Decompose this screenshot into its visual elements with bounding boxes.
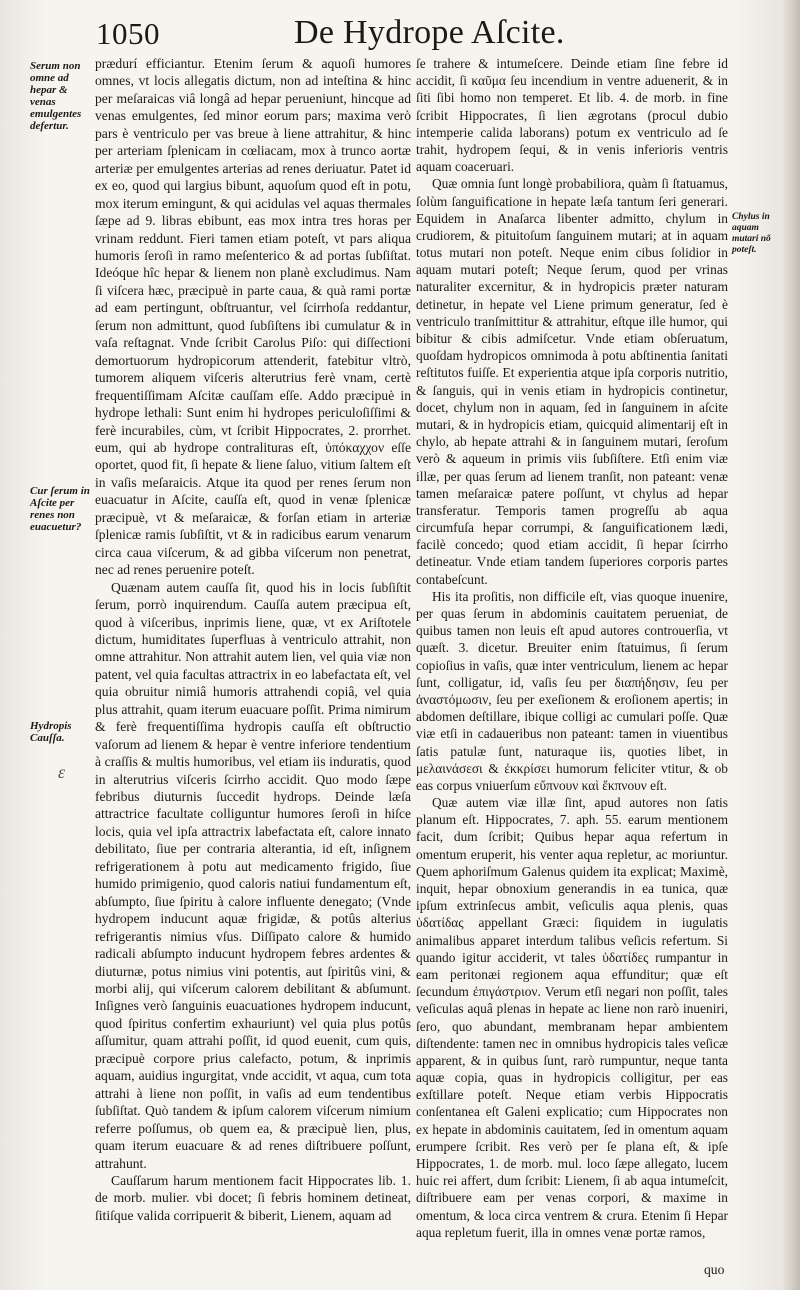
left-paragraph-1: prædurí efficiantur. Etenim ſerum & aquoſi humores omnes, vt locis allegatis dictum, non ad inteſtina & hinc per meſaraicas viâ longâ ad hepar perueniunt, hincque ad venas emulgentes, ſed minor eorum pars; maxima verò pars è ventriculo per vas breue à liene attrahitur, & hinc per arteriam ſplenicam in cœliacam, mox à trunco aortæ arteriæ per emulgentes arterias ad renes deriuatur. Patet id ex eo, quod qui largius bibunt, aquoſum quod eſt in potu, mox iterum emingunt, & qui acidulas vel aquas thermales ſæpe ad 9. libras ebibunt, eas mox intra tres horas per vrinam reddunt. Fieri tamen etiam poteſt, vt pars aliqua humoris ſeroſi in ramo meſenterico & ad portas ſubſiſtat. Ideóque hîc hepar & lienem non planè excludimus. Nam ſi viſcera hæc, præcipuè in parte caua, & quà rami portæ ad eam pertingunt, obſtruantur, vel ſcirrhoſa reddantur, ſerum non admittunt, quod ſubſiſtens ibi cumulatur & in vaſa reſtagnat. Vnde ſcribit Carolus Piſo: qui diſſectioni demortuorum hydropicorum attenderit, fatebitur vltrò, tumorem aliquem viſceris alterutrius ferè vnam, certè frequentiſſimam Aſcitæ cauſſam eſſe. Addo præcipuè in hydrope lethali: Sunt enim hi hydropes periculoſiſſimi & ferè incurabiles, cùm, vt ſcribit Hippocrates, 2. prorrhet. eum, qui ab hydrope contralituras eſt, ὑπόκαχχον eſſe oportet, quod fit, ſi hepate & liene ſaluo, vitium ſaltem eſt in vaſis meſaraicis. Atque ita quod per renes ſerum non euacuatur in Aſcite, cauſſa eſt, quod in venæ ſplenicæ præcipuè, vt & meſaraicæ, & forſan etiam in arteriæ ſplenicæ ramis ſubſiſtit, vt & in radicibus earum venarum circa caua viſcerum, & ad gibba viſcerum non penetrat, nec ad renes peruenire poteſt.	[95, 56, 411, 578]
right-paragraph-4: Quæ autem viæ illæ ſint, apud autores non ſatis planum eſt. Hippocrates, 7. aph. 55. earum mentionem facit, dum ſcribit; Quibus hepar aqua refertum in omentum eruperit, his venter aqua repletur, ac moriuntur. Quem aphoriſmum Galenus quidem ita explicat; Maximè, inquit, hepar obnoxium generandis in ea tunica, quæ ipſum extrinſecus ambit, veſiculis aqua plenis, quas ὑδατίδας appellant Græci: ſiquidem in iugulatis animalibus apparet interdum talibus veſicis refertum. Si quando igitur acciderit, vt tales ὑδατίδες rumpantur in eam peritonæi regionem aqua effunditur; quæ eſt ſecundum ἐπιγάστριον. Verum etſi negari non poſſit, tales veſiculas aquâ plenas in hepate ac liene non rarò inueniri, ſero, quo abundant, membranam hepar ambientem diſtendente: tamen nec in omnibus hydropicis tales veſicæ apparent, & in quibus ſunt, rarò rumpuntur, neque tanta aquæ copia, quas in hydropicis colligitur, per eas exſtillare poteſt. Neque etiam verbis Hippocratis conſentanea eſt Galeni explicatio; cum Hippocrates non ex hepate in abdominis cauitatem, ſed in omentum aquam erumpere ſcribit. Res verò per ſe plana eſt, & ipſe Hippocrates, 1. de morb. mul. loco ſæpe allegato, lucem huic rei affert, dum ſcribit: Lienem, ſi ab aqua intumeſcit, diſtribuere eam per venas corpori, & maxime in omentum, & loca circa ventrem & crura. Etenim ſi Hepar aqua repletum fuerit, illa in omnes venæ portæ ramos,	[416, 795, 728, 1240]
right-text-column	[416, 55, 728, 1241]
margin-note-chylus: Chylus in aquam mutari nõ poteſt.	[732, 212, 771, 255]
margin-note-ascites-question: Cur ſerum in Aſcite per renes non euacuetur?	[30, 485, 90, 533]
page-number: 1050	[96, 16, 160, 51]
handwritten-mark: ɛ	[58, 762, 66, 782]
left-paragraph-2: Quænam autem cauſſa ſit, quod his in locis ſubſiſtit ſerum, porrò inquirendum. Cauſſa autem præcipua eſt, quod à viſceribus, inprimis liene, quæ, vt ex Ariſtotele dictum, humiditates ſuperfluas à ventriculo attrahit, non omne attrahitur. Non attrahit autem lien, vel quia viæ non patent, vel quia facultas attractrix in eo labefactata eſt, vel quia obruitur nimiâ humoris attrahendi copiâ, vel quia plus attrahit, quam iterum euacuare poſſit. Prima nimirum & ferè frequentiſſima hydropis cauſſa eſt obſtructio vaſorum ad lienem & hepar è ventre inferiore tendentium à craſſis & multis humoribus, vel etiam iis induratis, quod in alterutrius viſceris ſcirrho accidit. Quo modo ſæpe febribus diuturnis ſuccedit hydrops. Deinde læſa attractrice facultate colliguntur humores ſeroſi in hiſce locis, quia vel ipſa attractrix labefactata eſt, calore innato debilitato, ſiue per contraria alterantia, id eſt, inſignem refrigerationem à potu aut medicamento frigido, ſiue humido primigenio, quod caloris natiui fundamentum eſt, abſumpto, ſiue ſpiritu à calore influente denegato; (Vnde hydropem inducunt aquæ frigidæ, & potûs alterius refrigerantis nimius vſus. Diſſipato calore & humido radicali abſumpto inducunt hydropem febres ardentes & diuturnæ, potus nimius vini potentis, aut ſpiritûs vini, & morbi alij, qui viſcerum calorem debilitant & abſumunt. Inſignes verò ſanguinis euacuationes hydropem inducunt, quod ſpiritus confertim exhauriunt) vel quia plus potûs aſſumitur, quam attrahi poſſit, id quod euenit, cum quis, præcipuè corpore prius calefacto, potum, & inprimis aquam, auidius ingurgitat, vnde accidit, vt aqua, cum tota attrahi à liene non poſſit, in vaſis ad eum tendentibus ſubſiſtat. Quò tandem & ipſum calorem viſcerum nimium referre poſſumus, ob quem ea, & præcipuè lien, plus, quam iterum euacuare & ad renes diſtribuere poſſunt, attrahunt.	[95, 579, 411, 1171]
left-paragraph-3: Cauſſarum harum mentionem facit Hippocrates lib. 1. de morb. mulier. vbi docet; ſi febris hominem detineat, ſitiſque valida corripuerit & biberit, Lienem, aquam ad	[95, 1173, 411, 1223]
margin-note-hydrops-causa: Hydropis Cauſſa.	[30, 720, 72, 744]
right-paragraph-2: Quæ omnia ſunt longè probabiliora, quàm ſi ſtatuamus, ſolùm ſanguificatione in hepate læſa tantum ſeri generari. Equidem in Anaſarca libenter admitto, chylum in crudiorem, & pituitoſum ſanguinem mutari; at in aquam totus mutari non poteſt. Neque enim cibus ſolidior in aquam mutari poteſt; Neque ſerum, quod per vrinas naturaliter excernitur, & in hydropicis præter naturam detinetur, in hepate vel Liene primum generatur, ſed è ventriculo tranſmittitur & attrahitur, eſtque ille humor, qui bibitur & cibis admiſcetur. Vnde etiam obſeruatum, quoſdam hydropicos omnimoda à potu abſtinentia ſanitati reſtitutos fuiſſe. Et experientia atque ipſa corporis nutritio, & ſanguis, qui in venis etiam in hydropicis continetur, docet, chylum non in aquam, ſed in ſanguinem in aſcite mutari, & in hydropicis etiam, quicquid alimentarij eſt in chylo, ab hepate attrahi & in ſanguinem mutari, ſeroſum verò & aqueum in primis viis ſubſiſtere. Etſi enim viæ illæ, per quas ſerum ad lienem tranſit, non pateant: venæ tamen meſaraicæ patere poſſunt, vt chylus ad hepar transferatur. Temporis tamen progreſſu ab aqua circumfuſa hepar corrumpi, & ſanguificationem lædi, facilè concedo; quod etiam accidit, ſi hepar ſcirrho detineatur. Vnde etiam tandem ſuperiores corporis partes contabeſcunt.	[416, 176, 728, 587]
page-header	[0, 14, 800, 54]
right-paragraph-1: ſe trahere & intumeſcere. Deinde etiam ſine febre id accidit, ſi καῦμα ſeu incendium in ventre aduenerit, & in ſiti ſibi homo non temperet. Et lib. 4. de morb. in fine ſcribit Hippocrates, ſi lien ægrotans (procul dubio intemperie calida laborans) potum ex ventriculo ad ſe trahit, hydropem ſequi, & in venis inferioris ventris aquam coaceruari.	[416, 56, 728, 175]
margin-note-serum: Serum non omne ad hepar & venas emulgentes defertur.	[30, 60, 82, 132]
right-paragraph-3: His ita proſitis, non difficile eſt, vias quoque inuenire, per quas ſerum in abdominis cauitatem perueniat, de quibus tamen non leuis eſt apud autores controuerſia, vt quæſt. 3. dicetur. Breuiter enim ſtatuimus, ſi ſerum copioſius in vaſis, quæ inter ventriculum, lienem ac hepar ſunt, colligatur, id, vaſis ſeu per διαπήδησιν, ſeu per ἀναστόμωσιν, ſeu per exeſionem & eroſionem apertis; in abdomen deſtillare, ibique colligi ac cumulari poſſe. Quæ viæ etſi in cadaueribus non pateant: tamen in viuentibus ſatis patulæ ſunt, naturaque iis, quoties libet, in μελαινάσεσι & ἐκκρίσει humorum feliciter vtitur, & ob eas corpus vniuerſum εὔπνουν καὶ ἔκπνουν eſt.	[416, 588, 728, 793]
page-edge-shadow	[782, 0, 800, 1290]
running-title: De Hydrope Aſcite.	[294, 14, 565, 51]
catchword: quo	[704, 1262, 725, 1277]
left-text-column	[95, 55, 411, 1224]
